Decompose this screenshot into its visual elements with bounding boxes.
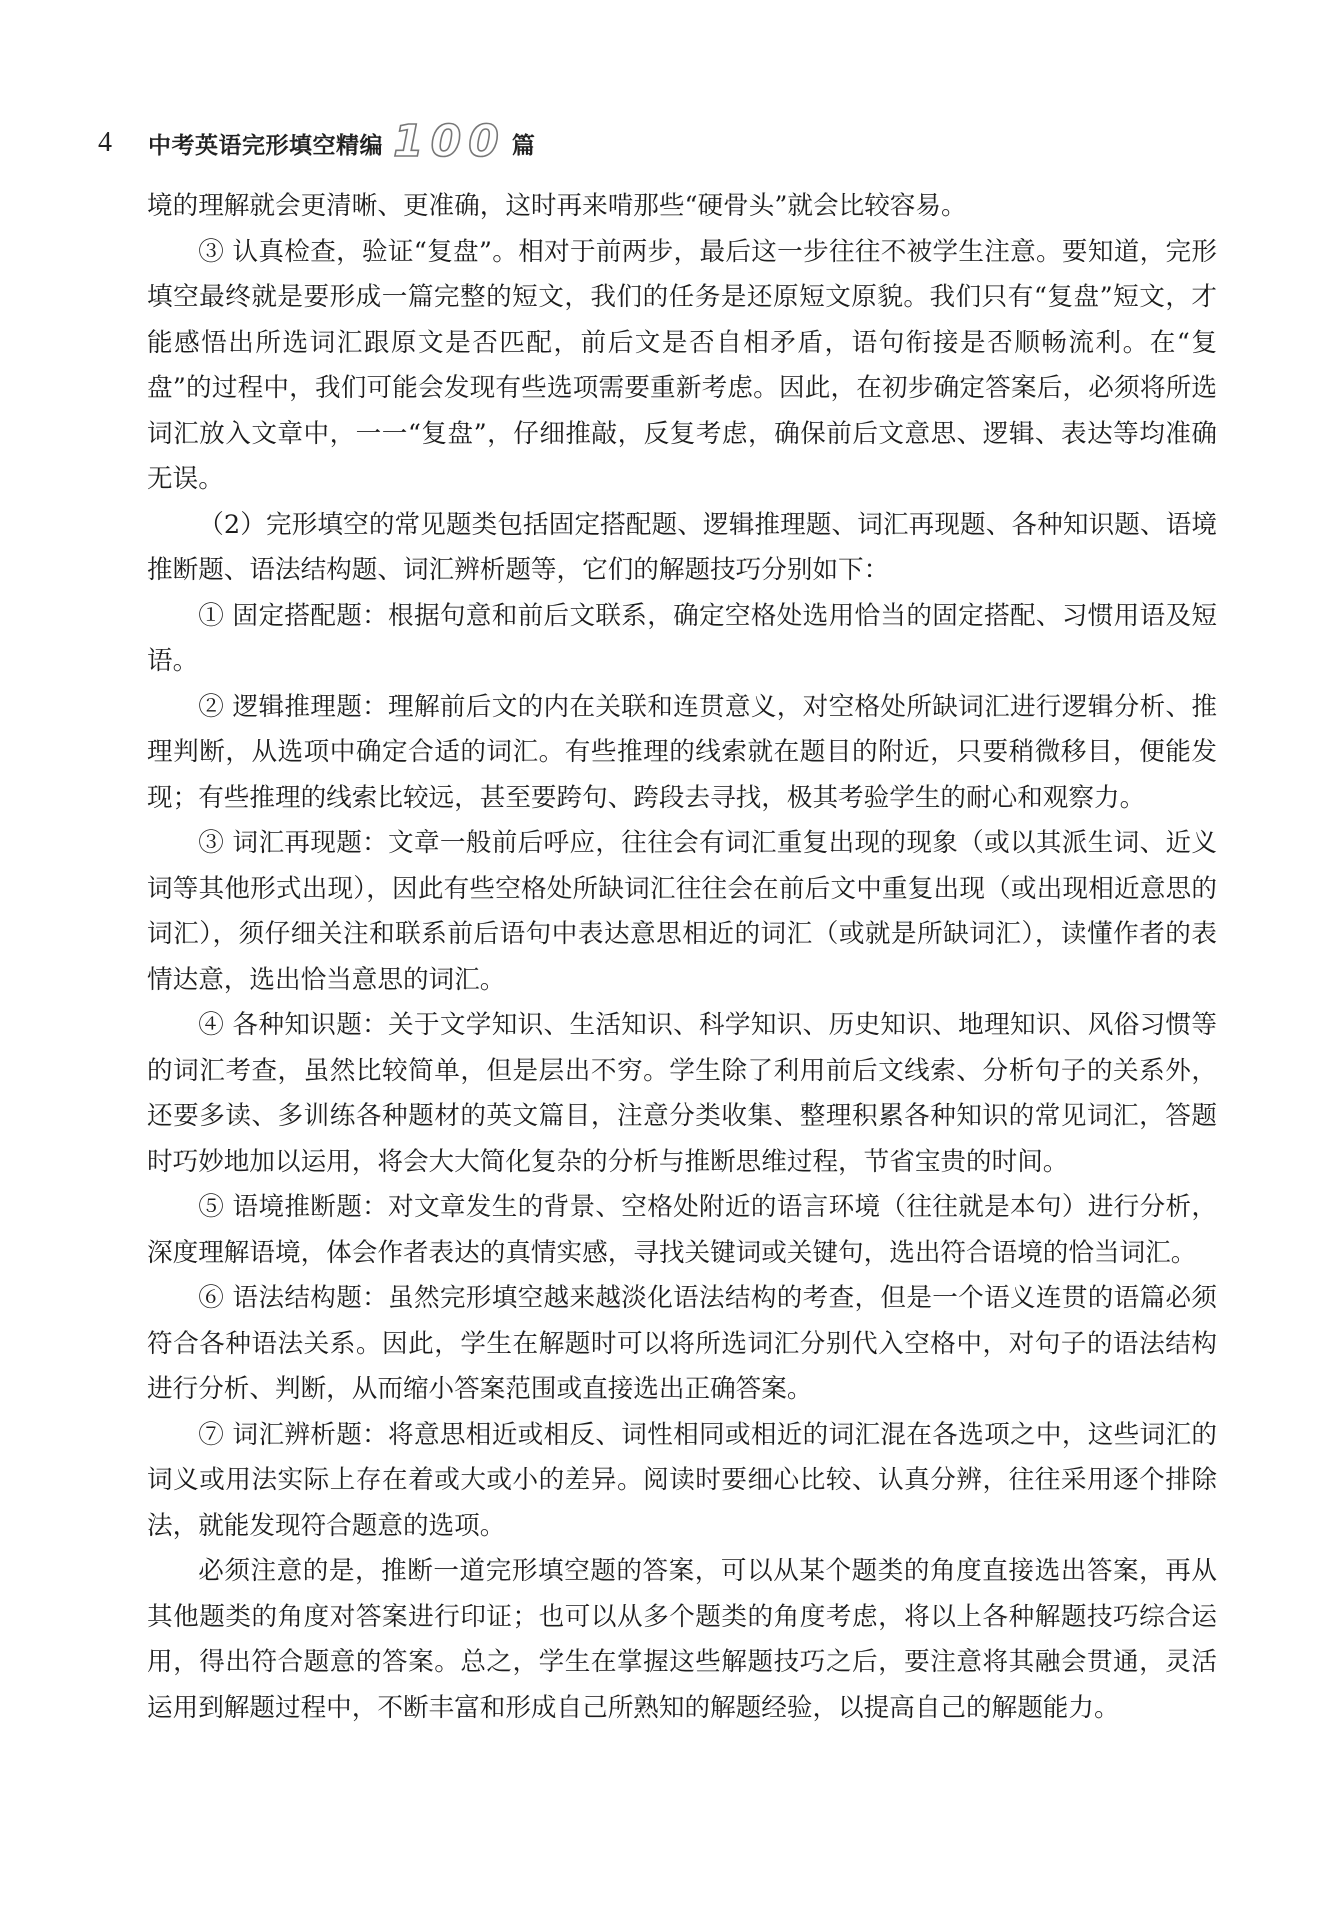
paragraph-vocabulary-discrimination: ⑦ 词汇辨析题：将意思相近或相反、词性相同或相近的词汇混在各选项之中，这些词汇的词义或用法实际上存在着或大或小的差异。阅读时要细心比较、认真分辨，往往采用逐个排除法，就能发现符合题意的选项。 — [147, 1419, 1217, 1541]
book-title-number: 100 — [393, 115, 506, 167]
body-text — [147, 184, 1217, 1731]
book-title-suffix: 篇 — [511, 132, 535, 159]
book-title: 中考英语完形填空精编 — [148, 132, 383, 159]
paragraph-vocabulary-recurrence: ③ 词汇再现题：文章一般前后呼应，往往会有词汇重复出现的现象（或以其派生词、近义词等其他形式出现），因此有些空格处所缺词汇往往会在前后文中重复出现（或出现相近意思的词汇），须仔细关注和联系前后语句中表达意思相近的词汇（或就是所缺词汇），读懂作者的表情达意，选出恰当意思的词汇。 — [147, 828, 1217, 995]
paragraph-question-types: （2）完形填空的常见题类包括固定搭配题、逻辑推理题、词汇再现题、各种知识题、语境推断题、语法结构题、词汇辨析题等，它们的解题技巧分别如下： — [147, 509, 1217, 585]
paragraph-general-knowledge: ④ 各种知识题：关于文学知识、生活知识、科学知识、历史知识、地理知识、风俗习惯等的词汇考查，虽然比较简单，但是层出不穷。学生除了利用前后文线索、分析句子的关系外，还要多读、多训练各种题材的英文篇目，注意分类收集、整理积累各种知识的常见词汇，答题时巧妙地加以运用，将会大大简化复杂的分析与推断思维过程，节省宝贵的时间。 — [147, 1010, 1217, 1177]
paragraph-conclusion: 必须注意的是，推断一道完形填空题的答案，可以从某个题类的角度直接选出答案，再从其他题类的角度对答案进行印证；也可以从多个题类的角度考虑，将以上各种解题技巧综合运用，得出符合题意的答案。总之，学生在掌握这些解题技巧之后，要注意将其融会贯通，灵活运用到解题过程中，不断丰富和形成自己所熟知的解题经验，以提高自己的解题能力。 — [147, 1556, 1217, 1723]
page-number: 4 — [98, 127, 112, 158]
paragraph-verify-review: ③ 认真检查，验证“复盘”。相对于前两步，最后这一步往往不被学生注意。要知道，完形填空最终就是要形成一篇完整的短文，我们的任务是还原短文原貌。我们只有“复盘”短文，才能感悟出所选词汇跟原文是否匹配，前后文是否自相矛盾，语句衔接是否顺畅流利。在“复盘”的过程中，我们可能会发现有些选项需要重新考虑。因此，在初步确定答案后，必须将所选词汇放入文章中，一一“复盘”，仔细推敲，反复考虑，确保前后文意思、逻辑、表达等均准确无误。 — [147, 236, 1217, 494]
paragraph-logical-reasoning: ② 逻辑推理题：理解前后文的内在关联和连贯意义，对空格处所缺词汇进行逻辑分析、推理判断，从选项中确定合适的词汇。有些推理的线索就在题目的附近，只要稍微移目，便能发现；有些推理的线索比较远，甚至要跨句、跨段去寻找，极其考验学生的耐心和观察力。 — [147, 691, 1217, 813]
paragraph-fixed-collocation: ① 固定搭配题：根据句意和前后文联系，确定空格处选用恰当的固定搭配、习惯用语及短语。 — [147, 600, 1217, 676]
paragraph-grammar-structure: ⑥ 语法结构题：虽然完形填空越来越淡化语法结构的考查，但是一个语义连贯的语篇必须符合各种语法关系。因此，学生在解题时可以将所选词汇分别代入空格中，对句子的语法结构进行分析、判断，从而缩小答案范围或直接选出正确答案。 — [147, 1283, 1217, 1404]
paragraph-continued: 境的理解就会更清晰、更准确，这时再来啃那些“硬骨头”就会比较容易。 — [147, 191, 967, 221]
running-header — [98, 115, 535, 168]
paragraph-context-inference: ⑤ 语境推断题：对文章发生的背景、空格处附近的语言环境（往往就是本句）进行分析，深度理解语境，体会作者表达的真情实感，寻找关键词或关键句，选出符合语境的恰当词汇。 — [147, 1192, 1217, 1268]
